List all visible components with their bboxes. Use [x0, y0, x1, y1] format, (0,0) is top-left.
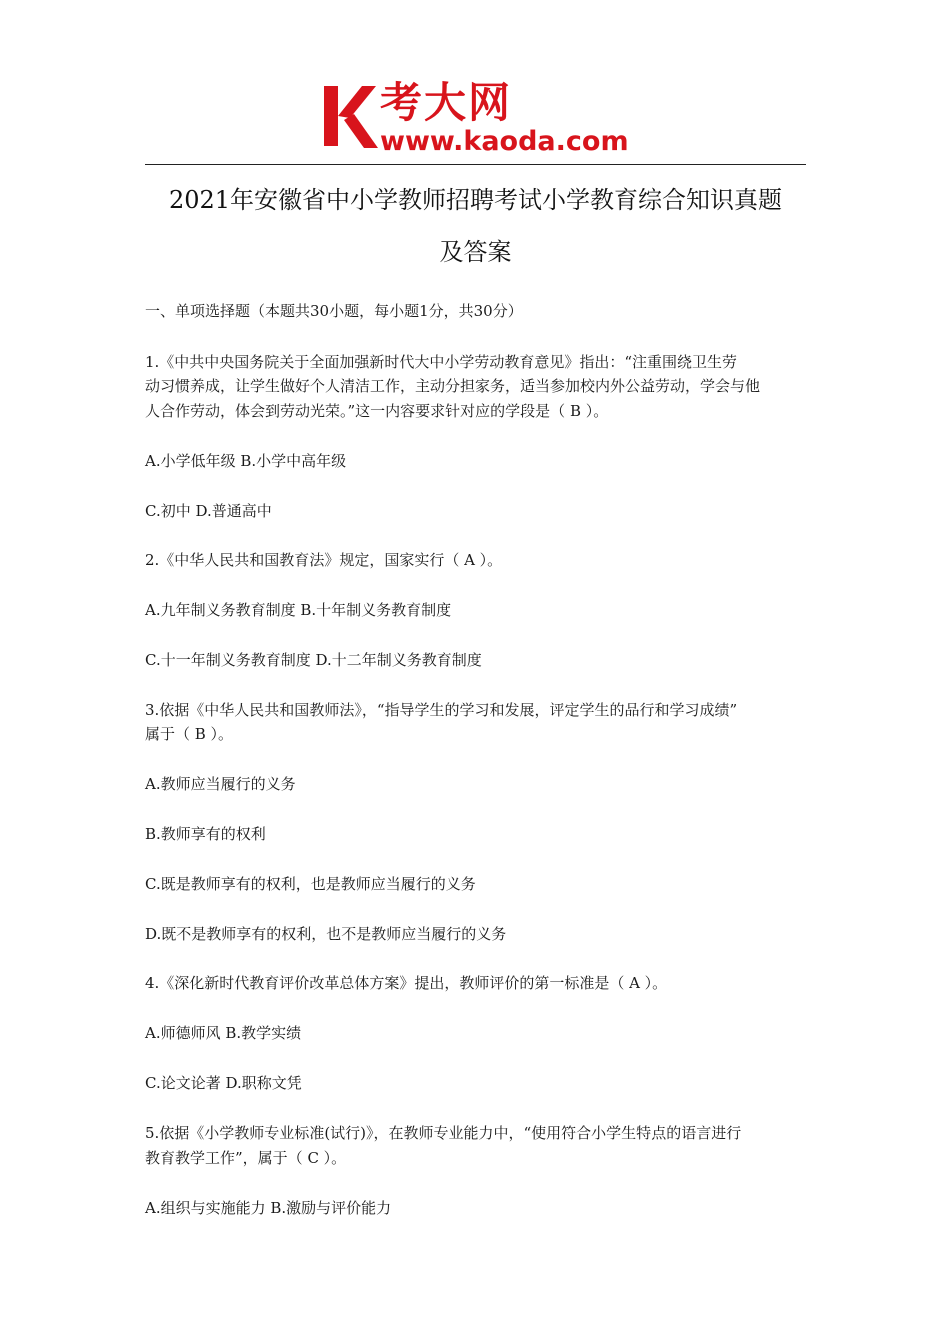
q4-options-ab: A.师德师风 B.教学实绩 [145, 1024, 302, 1042]
kaoda-logo [318, 78, 648, 158]
q1-stem-line-3: 人合作劳动，体会到劳动光荣。”这一内容要求针对应的学段是（ B ）。 [145, 402, 609, 420]
q3-option-c: C.既是教师享有的权利，也是教师应当履行的义务 [145, 875, 476, 893]
q1-stem-line-2: 动习惯养成，让学生做好个人清洁工作，主动分担家务，适当参加校内外公益劳动，学会与他 [145, 377, 761, 395]
q1-stem-line-1: 1.《中共中央国务院关于全面加强新时代大中小学劳动教育意见》指出：“注重围绕卫生劳 [145, 353, 737, 371]
k-logo-icon [318, 80, 380, 154]
logo-url-text: www.kaoda.com [380, 126, 629, 157]
q3-option-a: A.教师应当履行的义务 [145, 775, 296, 793]
q3-option-d: D.既不是教师享有的权利，也不是教师应当履行的义务 [145, 925, 507, 943]
q3-option-b: B.教师享有的权利 [145, 825, 266, 843]
logo-brand-text: 考大网 [380, 78, 513, 127]
q5-stem-line-1: 5.依据《小学教师专业标准(试行)》，在教师专业能力中，“使用符合小学生特点的语言进行 [145, 1124, 742, 1142]
q2-options-cd: C.十一年制义务教育制度 D.十二年制义务教育制度 [145, 651, 482, 669]
header-divider [145, 164, 806, 165]
q5-options-ab: A.组织与实施能力 B.激励与评价能力 [145, 1199, 392, 1217]
title-line-1: 2021年安徽省中小学教师招聘考试小学教育综合知识真题 [168, 186, 783, 214]
q2-stem: 2.《中华人民共和国教育法》规定，国家实行（ A ）。 [145, 551, 503, 569]
title-line-2: 及答案 [439, 238, 512, 266]
document-title [145, 174, 806, 278]
q4-options-cd: C.论文论著 D.职称文凭 [145, 1074, 302, 1092]
q3-stem-line-1: 3.依据《中华人民共和国教师法》，“指导学生的学习和发展，评定学生的品行和学习成绩” [145, 701, 738, 719]
q1-options-cd: C.初中 D.普通高中 [145, 502, 272, 520]
q5-stem-line-2: 教育教学工作”，属于（ C ）。 [145, 1149, 347, 1167]
section-heading: 一、单项选择题（本题共30小题，每小题1分，共30分） [145, 302, 523, 320]
q4-stem: 4.《深化新时代教育评价改革总体方案》提出，教师评价的第一标准是（ A ）。 [145, 974, 668, 992]
q3-stem-line-2: 属于（ B ）。 [145, 725, 234, 743]
q2-options-ab: A.九年制义务教育制度 B.十年制义务教育制度 [145, 601, 452, 619]
q1-options-ab: A.小学低年级 B.小学中高年级 [145, 452, 347, 470]
